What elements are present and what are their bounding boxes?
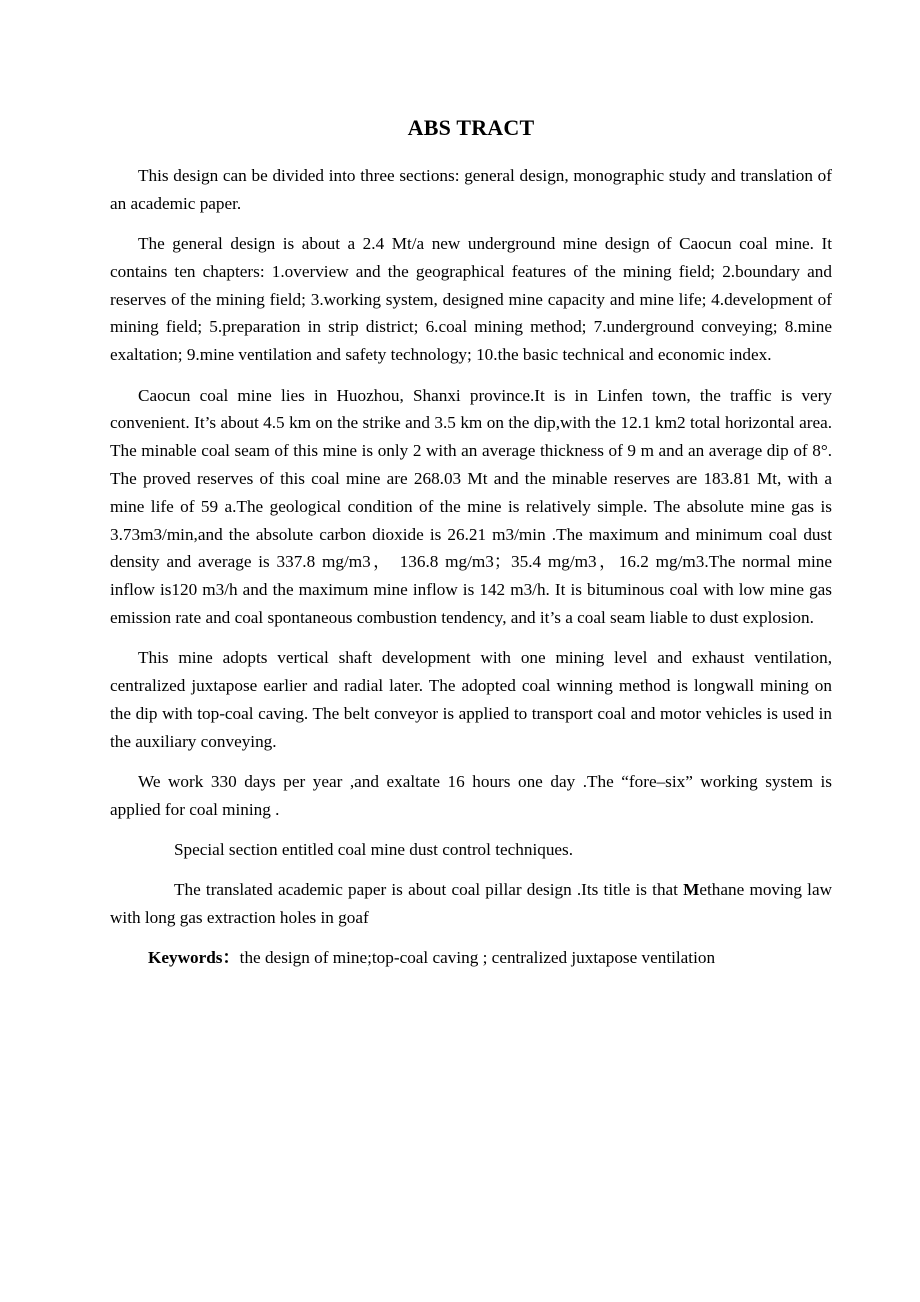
paragraph-general-design: The general design is about a 2.4 Mt/a new underground mine design of Caocun coal mine. It contains ten chapters: 1.overview and the geographical features of the mining field; 2.boundary and reserves of the mining field; 3.working system, designed mine capacity and mine life; 4.development of mining field; 5.preparation in strip district; 6.coal mining method; 7.underground conveying; 8.mine exaltation; 9.mine ventilation and safety technology; 10.the basic technical and economic index. <box>110 234 832 365</box>
page-title: ABS TRACT <box>407 115 535 140</box>
paragraph-development: This mine adopts vertical shaft development with one mining level and exhaust ventilation, centralized juxtapose earlier and radial later. The adopted coal winning method is longwall mining on the dip with top-coal caving. The belt conveyor is applied to transport coal and motor vehicles is used in the auxiliary conveying. <box>110 648 832 751</box>
translated-paper-text-after: ethane moving law with long gas extraction holes in goaf <box>110 880 832 928</box>
translated-paper-bold-letter: M <box>683 880 700 900</box>
keywords-text: the design of mine;top-coal caving ; centralized juxtapose ventilation <box>239 948 716 968</box>
keywords-line <box>110 944 832 972</box>
paragraph-working-system: We work 330 days per year ,and exaltate 16 hours one day .The “fore–six” working system is applied for coal mining . <box>110 771 832 819</box>
paragraph-special-section: Special section entitled coal mine dust control techniques. <box>174 840 574 860</box>
translated-paper-text-before: The translated academic paper is about coal pillar design .Its title is that <box>174 880 684 900</box>
abstract-page <box>110 112 832 972</box>
paragraph-translated-paper <box>110 876 832 932</box>
keywords-label: Keywords： <box>148 948 240 968</box>
paragraph-mine-description: Caocun coal mine lies in Huozhou, Shanxi province.It is in Linfen town, the traffic is very convenient. It’s about 4.5 km on the strike and 3.5 km on the dip,with the 12.1 km2 total horizontal area. The minable coal seam of this mine is only 2 with an average thickness of 9 m and an average dip of 8°. The proved reserves of this coal mine are 268.03 Mt and the minable reserves are 183.81 Mt, with a mine life of 59 a.The geological condition of the mine is relatively simple. The absolute mine gas is 3.73m3/min,and the absolute carbon dioxide is 26.21 m3/min .The maximum and minimum coal dust density and average is 337.8 mg/m3， 136.8 mg/m3；35.4 mg/m3，16.2 mg/m3.The normal mine inflow is120 m3/h and the maximum mine inflow is 142 m3/h. It is bituminous coal with low mine gas emission rate and coal spontaneous combustion tendency, and it’s a coal seam liable to dust explosion. <box>110 385 832 627</box>
paragraph-intro: This design can be divided into three sections: general design, monographic study and translation of an academic paper. <box>110 166 832 213</box>
